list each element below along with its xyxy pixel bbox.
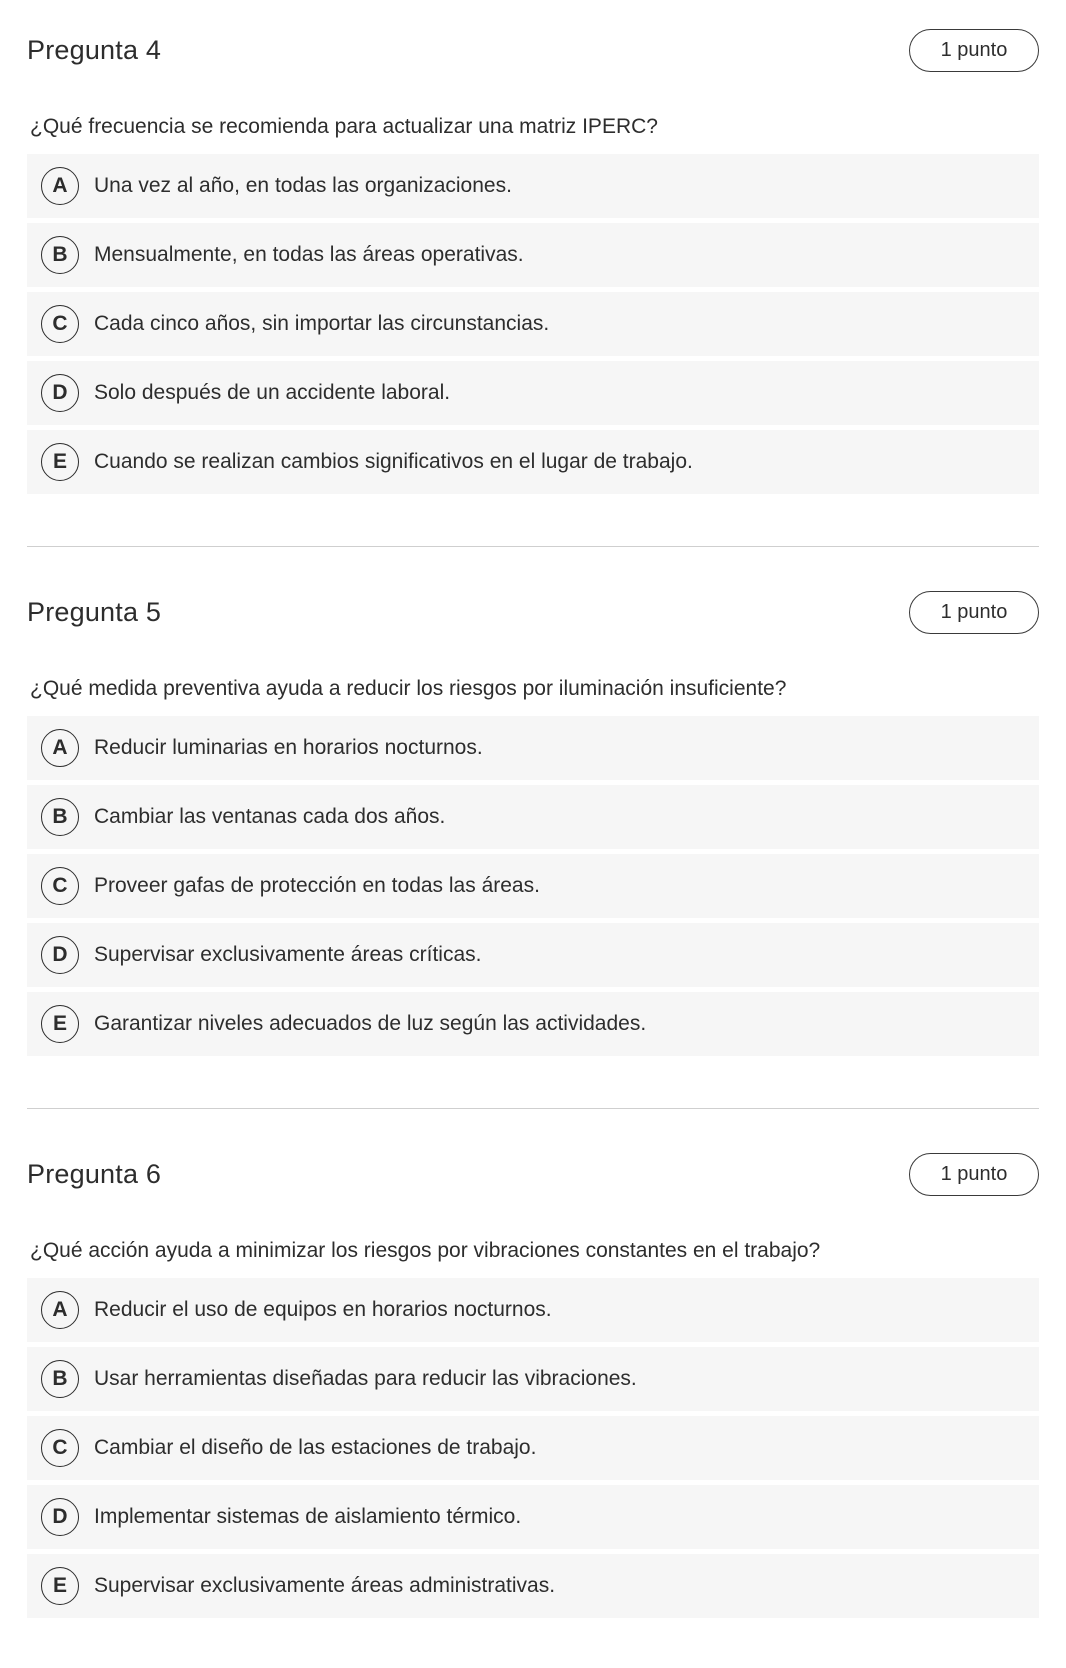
options-list <box>27 1278 1039 1618</box>
option-c[interactable] <box>27 1416 1039 1480</box>
section-divider <box>27 1108 1039 1109</box>
question-title: Pregunta 4 <box>27 34 162 65</box>
option-letter-badge: A <box>41 167 79 205</box>
option-text: Supervisar exclusivamente áreas administrativas. <box>94 1574 556 1597</box>
points-badge: 1 punto <box>909 29 1039 72</box>
option-letter-badge: D <box>41 374 79 412</box>
option-text: Cada cinco años, sin importar las circunstancias. <box>94 312 550 335</box>
points-badge: 1 punto <box>909 1153 1039 1196</box>
question-text: ¿Qué medida preventiva ayuda a reducir los riesgos por iluminación insuficiente? <box>30 677 787 700</box>
question-6 <box>27 1124 1039 1668</box>
question-4 <box>27 0 1039 562</box>
option-text: Cambiar las ventanas cada dos años. <box>94 805 446 828</box>
option-a[interactable] <box>27 154 1039 218</box>
option-b[interactable] <box>27 1347 1039 1411</box>
question-header <box>27 0 1039 100</box>
option-a[interactable] <box>27 716 1039 780</box>
option-b[interactable] <box>27 785 1039 849</box>
option-letter-badge: E <box>41 1567 79 1605</box>
option-letter-badge: C <box>41 867 79 905</box>
option-text: Cuando se realizan cambios significativos en el lugar de trabajo. <box>94 450 693 473</box>
option-text: Supervisar exclusivamente áreas críticas. <box>94 943 482 966</box>
option-letter-badge: B <box>41 236 79 274</box>
option-e[interactable] <box>27 1554 1039 1618</box>
option-c[interactable] <box>27 854 1039 918</box>
question-title: Pregunta 5 <box>27 596 162 627</box>
option-d[interactable] <box>27 923 1039 987</box>
option-letter-badge: C <box>41 305 79 343</box>
question-5 <box>27 562 1039 1124</box>
option-e[interactable] <box>27 992 1039 1056</box>
option-text: Cambiar el diseño de las estaciones de trabajo. <box>94 1436 537 1459</box>
option-letter-badge: A <box>41 729 79 767</box>
option-letter-badge: E <box>41 1005 79 1043</box>
option-letter-badge: D <box>41 1498 79 1536</box>
option-text: Una vez al año, en todas las organizaciones. <box>94 174 512 197</box>
option-letter-badge: B <box>41 798 79 836</box>
options-list <box>27 154 1039 494</box>
option-letter-badge: C <box>41 1429 79 1467</box>
option-text: Reducir luminarias en horarios nocturnos. <box>94 736 483 759</box>
question-text: ¿Qué acción ayuda a minimizar los riesgos por vibraciones constantes en el trabajo? <box>30 1239 821 1262</box>
option-text: Solo después de un accidente laboral. <box>94 381 451 404</box>
option-text: Mensualmente, en todas las áreas operativas. <box>94 243 524 266</box>
option-letter-badge: D <box>41 936 79 974</box>
option-text: Implementar sistemas de aislamiento térmico. <box>94 1505 522 1528</box>
option-letter-badge: E <box>41 443 79 481</box>
option-c[interactable] <box>27 292 1039 356</box>
option-text: Reducir el uso de equipos en horarios nocturnos. <box>94 1298 552 1321</box>
option-text: Garantizar niveles adecuados de luz según las actividades. <box>94 1012 647 1035</box>
option-b[interactable] <box>27 223 1039 287</box>
option-letter-badge: A <box>41 1291 79 1329</box>
section-divider <box>27 546 1039 547</box>
option-letter-badge: B <box>41 1360 79 1398</box>
option-text: Usar herramientas diseñadas para reducir las vibraciones. <box>94 1367 637 1390</box>
options-list <box>27 716 1039 1056</box>
question-header <box>27 1124 1039 1224</box>
question-text: ¿Qué frecuencia se recomienda para actualizar una matriz IPERC? <box>30 115 658 138</box>
points-badge: 1 punto <box>909 591 1039 634</box>
option-d[interactable] <box>27 1485 1039 1549</box>
question-title: Pregunta 6 <box>27 1158 162 1189</box>
option-d[interactable] <box>27 361 1039 425</box>
option-e[interactable] <box>27 430 1039 494</box>
option-a[interactable] <box>27 1278 1039 1342</box>
question-header <box>27 562 1039 662</box>
option-text: Proveer gafas de protección en todas las áreas. <box>94 874 540 897</box>
